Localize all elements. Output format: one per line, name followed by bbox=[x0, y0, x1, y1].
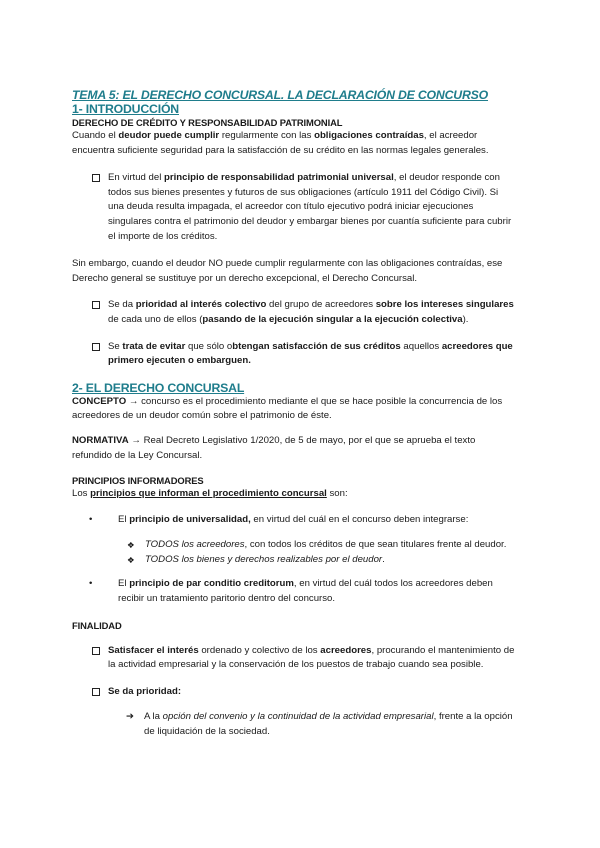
document-page bbox=[72, 88, 516, 740]
section-heading-introduccion: 1- INTRODUCCIÓN bbox=[72, 102, 179, 116]
bullet-icon: • bbox=[89, 578, 93, 590]
subheading-derecho-credito: DERECHO DE CRÉDITO Y RESPONSABILIDAD PATRIMONIAL bbox=[72, 117, 343, 128]
checkbox-icon bbox=[92, 301, 100, 309]
checkbox-icon bbox=[92, 647, 100, 655]
sub-bullet-acreedores: ❖ TODOS los acreedores, con todos los créditos de que sean titulares frente al deudor. bbox=[72, 538, 516, 553]
checkbox-item-se-da-prioridad: Se da prioridad: bbox=[72, 685, 516, 700]
sub-bullet-bienes: ❖ TODOS los bienes y derechos realizables por el deudor. bbox=[72, 553, 516, 568]
paragraph-intro: Cuando el deudor puede cumplir regularmente con las obligaciones contraídas, el acreedor encuentra suficiente seguridad para la satisfacción de su crédito en las normas legales generales. bbox=[72, 130, 489, 156]
checkbox-item-satisfacer: Satisfacer el interés ordenado y colectivo de los acreedores, procurando el mantenimiento de la actividad empresarial y la conservación de los puestos de trabajo cuando sea posible. bbox=[72, 644, 516, 673]
checkbox-item-evitar: Se trata de evitar que sólo obtengan satisfacción de sus créditos aquellos acreedores que primero ejecuten o embarguen. bbox=[72, 340, 516, 369]
subheading-principios: PRINCIPIOS INFORMADORES bbox=[72, 475, 204, 487]
bullet-icon: • bbox=[89, 513, 93, 525]
arrow-icon: → bbox=[131, 434, 141, 446]
bullet-par-conditio: • El principio de par conditio creditorum, en virtud del cuál todos los acreedores deben recibir un tratamiento paritorio dentro del concurso. bbox=[89, 578, 493, 605]
paragraph-normativa: NORMATIVA → Real Decreto Legislativo 1/2020, de 5 de mayo, por el que se aprueba el texto refundido de la Ley Concursal. bbox=[72, 434, 476, 461]
checkbox-icon bbox=[92, 343, 100, 351]
subheading-finalidad: FINALIDAD bbox=[72, 619, 122, 631]
diamond-bullet-icon: ❖ bbox=[127, 540, 135, 551]
checkbox-icon bbox=[92, 688, 100, 696]
bullet-universalidad: • El principio de universalidad, en virtud del cuál en el concurso deben integrarse: bbox=[72, 513, 516, 528]
diamond-bullet-icon: ❖ bbox=[127, 554, 135, 565]
checkbox-item-prioridad: Se da prioridad al interés colectivo del grupo de acreedores sobre los intereses singulares de cada uno de ellos (pasando de la ejecución singular a la ejecución colectiva). bbox=[72, 298, 516, 327]
checkbox-icon bbox=[92, 174, 100, 182]
section-heading-derecho-concursal: 2- EL DERECHO CONCURSAL bbox=[72, 380, 245, 395]
paragraph-concepto: CONCEPTO → concurso es el procedimiento mediante el que se hace posible la concurrencia de los acreedores de un deudor común sobre el patrimonio de éste. bbox=[72, 395, 503, 422]
paragraph-sin-embargo: Sin embargo, cuando el deudor NO puede cumplir regularmente con las obligaciones contraídas, ese Derecho general se sustituye por un derecho excepcional, el Derecho Concursal. bbox=[72, 258, 503, 284]
arrow-icon: → bbox=[128, 395, 139, 407]
document-title: TEMA 5: EL DERECHO CONCURSAL. LA DECLARACIÓN DE CONCURSO bbox=[72, 88, 489, 102]
arrow-bullet-icon: ➔ bbox=[126, 711, 135, 723]
paragraph-principios-intro: Los principios que informan el procedimiento concursal son: bbox=[72, 488, 348, 500]
checkbox-item-responsabilidad: En virtud del principio de responsabilidad patrimonial universal, el deudor responde con todos sus bienes presentes y futuros de sus obligaciones (artículo 1911 del Código Civil). Si una deuda resulta impagada, el acreedor con título ejecutivo podrá iniciar ejecuciones singulares contra el patrimonio del deudor y embargar bienes por cuantía suficiente para cubrir el importe de los créditos. bbox=[72, 171, 516, 244]
arrow-item-convenio: ➔ A la opción del convenio y la continuidad de la actividad empresarial, frente a la opción de liquidación de la sociedad. bbox=[126, 711, 513, 738]
